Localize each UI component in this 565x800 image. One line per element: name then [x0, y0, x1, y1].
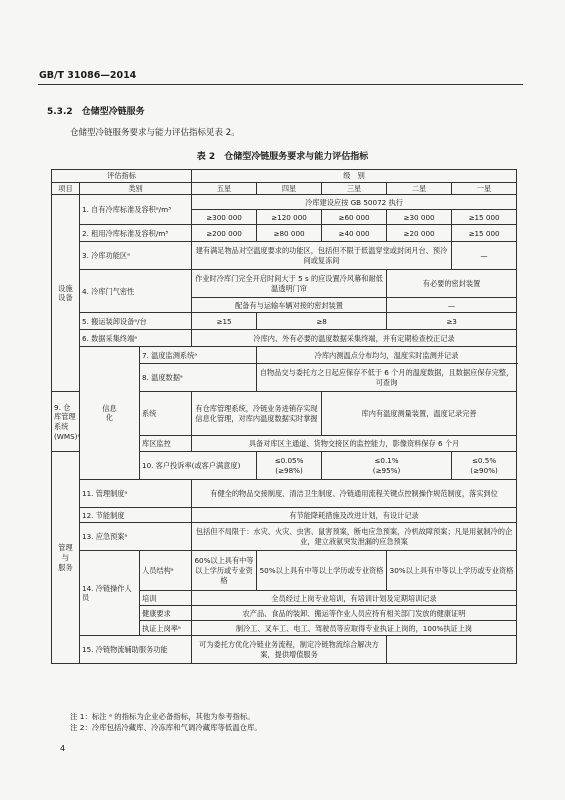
- table-row: [52, 225, 517, 242]
- value-cell: 60%以上具有中等以上学历或专业资格: [192, 551, 257, 591]
- value-cell: 配备有与运输车辆对接的密封装置: [192, 298, 387, 313]
- value-cell: 有健全的物品交接制度、清洁卫生制度、冷链通用流程关键点控制操作规范制度，落实到位: [192, 480, 517, 508]
- value-cell: 30%以上具有中等以上学历或专业资格: [387, 551, 517, 591]
- table-row: [52, 508, 517, 523]
- group-management: 管理 与 服务: [52, 452, 80, 664]
- item-label: 6. 数据采集终端ᵃ: [80, 330, 192, 347]
- value-cell: 冷库建设应按 GB 50072 执行: [192, 195, 517, 210]
- value-cell: 自物品交与委托方之日起应保存不低于 6 个月的温度数据，且数据应保存完整，可查询: [257, 364, 517, 392]
- value-cell: ≤0.1% (≥95%): [322, 452, 452, 480]
- note-2: 注 2：冷库包括冷藏库、冷冻库和气调冷藏库等低温仓库。: [70, 723, 262, 733]
- intro-paragraph: 仓储型冷链服务要求与能力评估指标见表 2。: [70, 128, 240, 138]
- value-cell: 冷库内、外有必要的温度数据采集终端，并有定期检查校正记录: [192, 330, 517, 347]
- sub-category: 培训: [140, 591, 192, 606]
- value-cell: 作业时冷库门完全开启时间大于 5 s 的应设置冷风幕和耐低温透明门帘: [192, 270, 387, 298]
- value-cell: 包括但不局限于：水灾、火灾、虫害、鼠害预案，断电应急预案，冷机故障预案；凡是用氨制冷的企业，建立液氨突发泄漏的应急预案: [192, 523, 517, 551]
- table-row: [52, 347, 517, 364]
- value-cell: 具备对库区主通道、货物交接区的监控能力，影像资料保存 6 个月: [192, 436, 517, 452]
- table-row: [52, 551, 517, 591]
- value-cell: ≤0.5% (≥90%): [452, 452, 517, 480]
- value-cell: ≥3: [387, 313, 517, 330]
- item-label: 12. 节能制度: [80, 508, 192, 523]
- table-row: [52, 195, 517, 210]
- item-label: 10. 客户投诉率(或客户满意度): [140, 452, 257, 480]
- table-row: [52, 636, 517, 664]
- item-label: 5. 搬运装卸设备ᵃ/台: [80, 313, 192, 330]
- group-facilities: 设施 设备: [52, 195, 80, 392]
- item-label: 3. 冷库功能区ᵃ: [80, 242, 192, 270]
- table-row: [52, 270, 517, 298]
- value-cell: ≥40 000: [322, 225, 387, 242]
- value-cell: 农产品、食品的装卸、搬运等作业人员应持有相关部门发放的健康证明: [192, 606, 517, 621]
- section-heading: [47, 104, 145, 117]
- value-cell: 建有满足物品对空温度要求的功能区，包括但不限于低温穿堂或封闭月台、预冷间或复冻间: [192, 242, 452, 270]
- value-cell: ≥8: [257, 313, 387, 330]
- header-row: [52, 182, 517, 195]
- header-level: 级 别: [192, 170, 517, 183]
- value-cell: ≥15 000: [452, 225, 517, 242]
- section-number: 5.3.2: [47, 107, 73, 117]
- value-cell: ≤0.05% (≥98%): [257, 452, 322, 480]
- item-label: 4. 冷库门气密性: [80, 270, 192, 313]
- header-project: 项目: [52, 182, 80, 195]
- value-cell: 可为委托方优化冷链业务流程，制定冷链物流综合解决方案，提供增值服务: [192, 636, 387, 664]
- star-header: 五星: [192, 182, 257, 195]
- value-cell: 全员经过上岗专业培训，有培训计划及定期培训记录: [192, 591, 517, 606]
- value-cell: ≥200 000: [192, 225, 257, 242]
- star-header: 一星: [452, 182, 517, 195]
- sub-category: 库区监控: [140, 436, 192, 452]
- note-1: 注 1：标注 ᵃ 的指标为企业必备指标，其他为参考指标。: [70, 712, 255, 721]
- item-label: 15. 冷链物流辅助服务功能: [80, 636, 192, 664]
- table-row: [52, 313, 517, 330]
- value-cell: ≥20 000: [387, 225, 452, 242]
- value-cell: ≥120 000: [257, 210, 322, 225]
- item-label: 8. 温度数据ᵃ: [140, 364, 257, 392]
- value-cell: 库内有温度测量装置，温度记录完善: [322, 392, 517, 436]
- value-cell: ≥30 000: [387, 210, 452, 225]
- value-cell: ≥15: [192, 313, 257, 330]
- value-cell: 制冷工、叉车工、电工、驾驶员等应取得专业执证上岗的，100%执证上岗: [192, 621, 517, 636]
- item-label: 13. 应急预案ᵃ: [80, 523, 192, 551]
- value-cell: ≥15 000: [452, 210, 517, 225]
- item-label: 14. 冷链操作人员: [80, 551, 140, 636]
- header-rule: [38, 84, 523, 85]
- star-header: 四星: [257, 182, 322, 195]
- item-label: 1. 自有冷库标准及容积ᵃ/m³: [80, 195, 192, 225]
- value-cell: 有仓库管理系统，冷链业务进销存实现信息化管理，对库内温度数据实时掌握: [192, 392, 322, 436]
- header-index: 评估指标: [52, 170, 192, 183]
- table-row: [52, 242, 517, 270]
- item-label: 9. 仓库管理系统(WMS)ᵃ: [52, 392, 80, 452]
- value-cell: 50%以上具有中等以上学历或专业资格: [257, 551, 387, 591]
- table-caption: 表 2 仓储型冷链服务要求与能力评估指标: [196, 152, 369, 162]
- group-informatization: 信息 化: [80, 347, 140, 480]
- value-cell: ≥80 000: [257, 225, 322, 242]
- value-cell: —: [387, 298, 517, 313]
- table-notes: [70, 711, 262, 734]
- value-cell: [387, 636, 517, 664]
- section-title: 仓储型冷链服务: [81, 107, 145, 117]
- item-label: 2. 租用冷库标准及容积/m³: [80, 225, 192, 242]
- value-cell: —: [452, 242, 517, 270]
- evaluation-table: [51, 169, 517, 664]
- table-row: [52, 330, 517, 347]
- value-cell: ≥60 000: [322, 210, 387, 225]
- star-header: 三星: [322, 182, 387, 195]
- header-row: [52, 170, 517, 183]
- value-cell: 有节能降耗措施及改进计划，有设计记录: [192, 508, 517, 523]
- item-label: 7. 温度监测系统ᵃ: [140, 347, 257, 364]
- page-number: 4: [60, 744, 66, 753]
- sub-category: 健康要求: [140, 606, 192, 621]
- standard-number: GB/T 31086—2014: [39, 70, 137, 81]
- sub-category: 系统: [140, 392, 192, 436]
- star-header: 二星: [387, 182, 452, 195]
- value-cell: 冷库内测温点分布均匀，温度实时监测并记录: [257, 347, 517, 364]
- value-cell: 有必要的密封装置: [387, 270, 517, 298]
- sub-category: 执证上岗率ᵃ: [140, 621, 192, 636]
- table-row: [52, 480, 517, 508]
- table-row: [52, 523, 517, 551]
- sub-category: 人员结构ᵃ: [140, 551, 192, 591]
- header-category: 类别: [80, 182, 192, 195]
- item-label: 11. 管理制度ᵃ: [80, 480, 192, 508]
- value-cell: ≥300 000: [192, 210, 257, 225]
